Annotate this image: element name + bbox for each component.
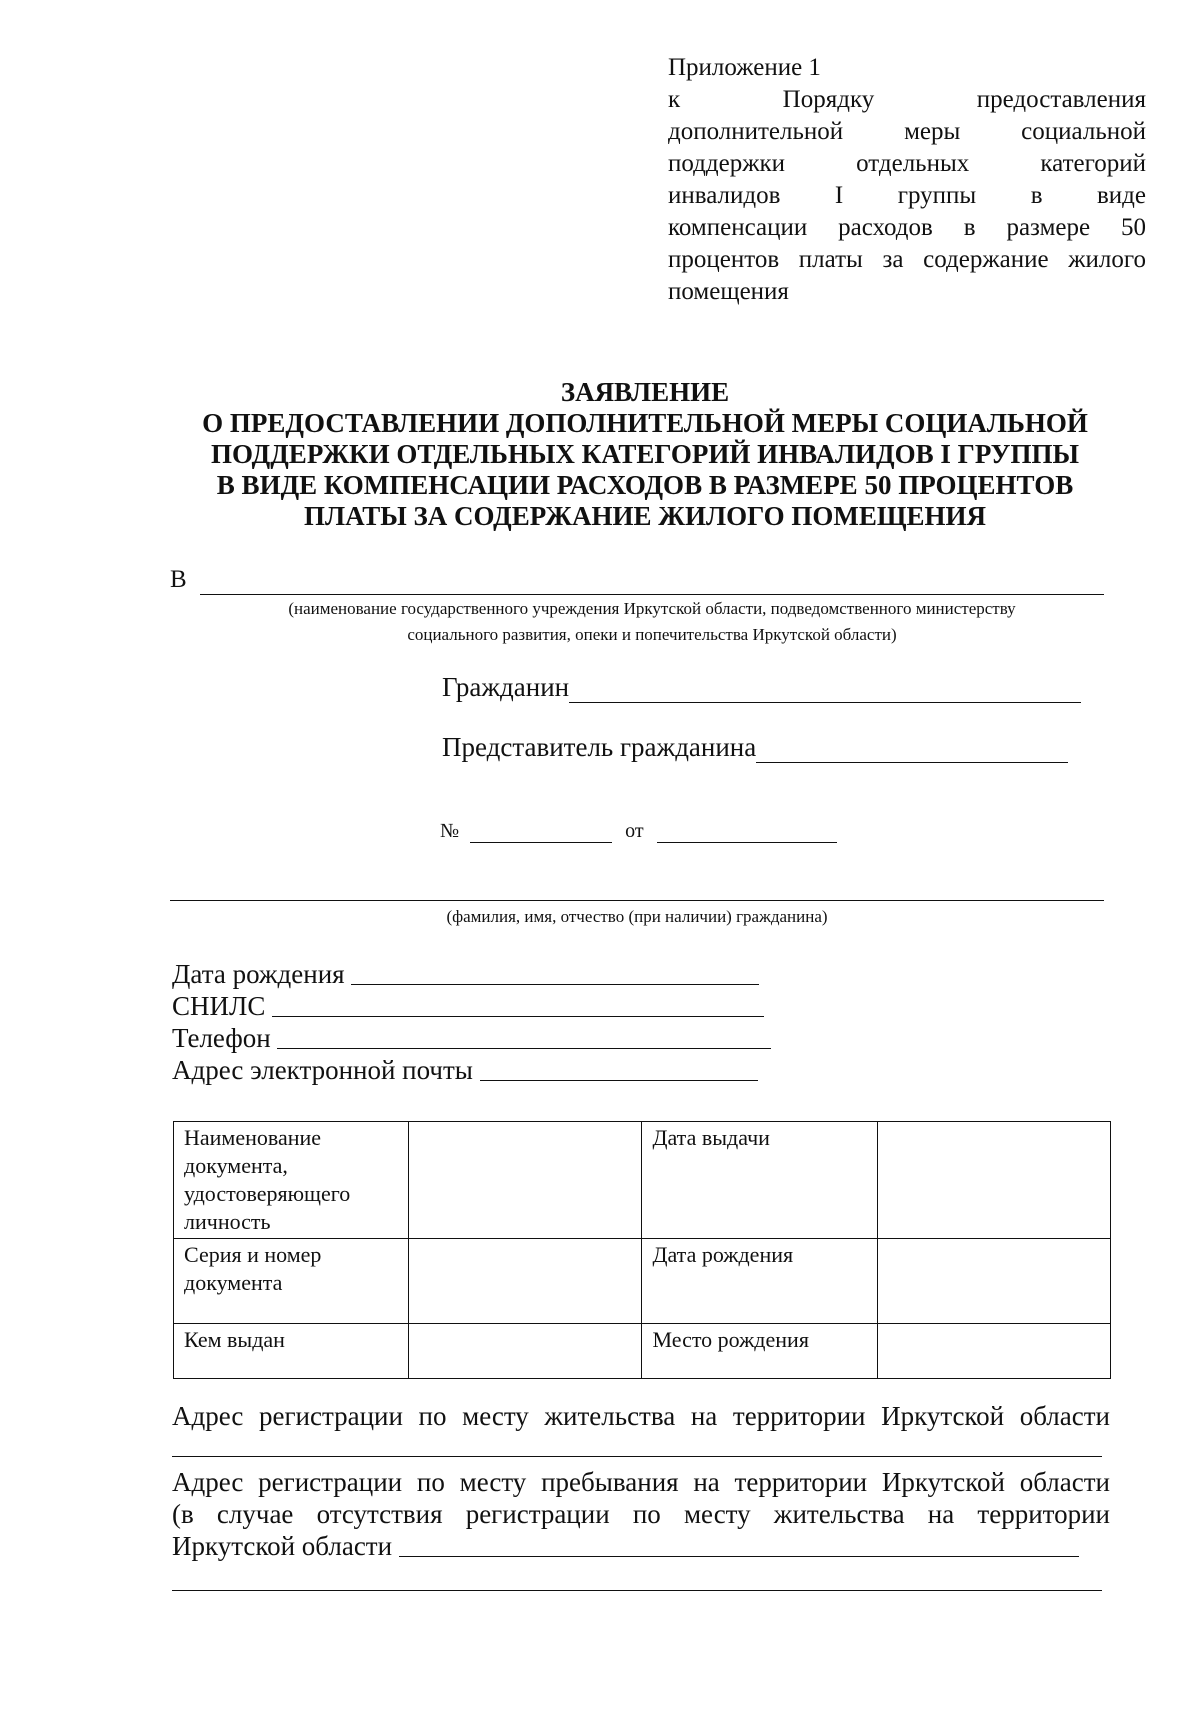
series-number-label: Серия и номер документа xyxy=(174,1239,409,1324)
snils-row xyxy=(172,990,771,1022)
stay-address-text: Адрес регистрации по месту пребывания на территории Иркутской области xyxy=(172,1467,1110,1497)
citizen-label: Гражданин xyxy=(442,672,570,702)
appendix-header xyxy=(668,52,1146,308)
table-row xyxy=(174,1122,1111,1239)
personal-data-block xyxy=(172,958,771,1086)
birth-date-field[interactable] xyxy=(351,958,759,985)
issue-date-label: Дата выдачи xyxy=(642,1122,877,1239)
addressee-hint xyxy=(200,596,1104,648)
doc-name-cell[interactable] xyxy=(409,1122,642,1239)
phone-label: Телефон xyxy=(172,1023,271,1053)
snils-field[interactable] xyxy=(272,990,764,1017)
series-number-cell[interactable] xyxy=(409,1239,642,1324)
registration-number-row xyxy=(440,820,837,843)
hint-line: социального развития, опеки и попечительства Иркутской области) xyxy=(407,625,897,644)
representative-label: Представитель гражданина xyxy=(442,732,757,762)
stay-address-text: Иркутской области xyxy=(172,1531,393,1561)
stay-address-block xyxy=(172,1466,1110,1562)
issue-date-cell[interactable] xyxy=(877,1122,1110,1239)
residence-address-label: Адрес регистрации по месту жительства на территории Иркутской области xyxy=(172,1401,1110,1431)
phone-field[interactable] xyxy=(277,1022,771,1049)
stay-address-field[interactable] xyxy=(399,1530,1079,1557)
identity-document-table xyxy=(173,1121,1111,1379)
stay-address-last-row xyxy=(172,1530,1110,1562)
doc-birth-date-cell[interactable] xyxy=(877,1239,1110,1324)
email-row xyxy=(172,1054,771,1086)
title-line: В ВИДЕ КОМПЕНСАЦИИ РАСХОДОВ В РАЗМЕРЕ 50 ПРОЦЕНТОВ xyxy=(216,470,1074,500)
document-title xyxy=(150,377,1140,532)
appendix-number: Приложение 1 xyxy=(668,54,821,81)
title-line: ПЛАТЫ ЗА СОДЕРЖАНИЕ ЖИЛОГО ПОМЕЩЕНИЯ xyxy=(304,501,986,531)
number-label: № xyxy=(440,820,460,842)
representative-field[interactable] xyxy=(756,734,1068,763)
date-field[interactable] xyxy=(657,820,837,843)
issued-by-cell[interactable] xyxy=(409,1324,642,1379)
stay-address-text: (в случае отсутствия регистрации по месту жительства на территории xyxy=(172,1499,1110,1529)
birth-place-cell[interactable] xyxy=(877,1324,1110,1379)
representative-row xyxy=(442,732,1068,763)
phone-row xyxy=(172,1022,771,1054)
residence-address-field[interactable] xyxy=(172,1456,1102,1457)
doc-birth-date-label: Дата рождения xyxy=(642,1239,877,1324)
birth-date-row xyxy=(172,958,771,990)
appendix-text-line: процентов платы за содержание жилого xyxy=(668,246,1146,273)
snils-label: СНИЛС xyxy=(172,991,266,1021)
appendix-text-line: дополнительной меры социальной xyxy=(668,118,1146,145)
issued-by-label: Кем выдан xyxy=(174,1324,409,1379)
appendix-text-line: помещения xyxy=(668,278,789,305)
appendix-text-line: инвалидов I группы в виде xyxy=(668,182,1146,209)
email-field[interactable] xyxy=(480,1054,758,1081)
doc-name-label: Наименование документа, удостоверяющего личность xyxy=(174,1122,409,1239)
number-field[interactable] xyxy=(470,820,612,843)
title-line: ПОДДЕРЖКИ ОТДЕЛЬНЫХ КАТЕГОРИЙ ИНВАЛИДОВ I ГРУППЫ xyxy=(211,439,1079,469)
title-line: О ПРЕДОСТАВЛЕНИИ ДОПОЛНИТЕЛЬНОЙ МЕРЫ СОЦИАЛЬНОЙ xyxy=(202,408,1088,438)
fio-hint: (фамилия, имя, отчество (при наличии) гражданина) xyxy=(446,907,828,926)
appendix-text-line: компенсации расходов в размере 50 xyxy=(668,214,1146,241)
hint-line: (наименование государственного учреждения Иркутской области, подведомственного министерству xyxy=(288,599,1016,618)
stay-address-field-extra[interactable] xyxy=(172,1590,1102,1591)
from-label: от xyxy=(625,820,644,842)
appendix-text-line: к Порядку предоставления xyxy=(668,86,1146,113)
addressee-field[interactable] xyxy=(200,594,1104,595)
birth-date-label: Дата рождения xyxy=(172,959,345,989)
citizen-field[interactable] xyxy=(569,674,1081,703)
appendix-text-line: поддержки отдельных категорий xyxy=(668,150,1146,177)
table-row xyxy=(174,1239,1111,1324)
addressee-prefix: В xyxy=(170,566,187,593)
fio-field[interactable] xyxy=(170,900,1104,901)
birth-place-label: Место рождения xyxy=(642,1324,877,1379)
email-label: Адрес электронной почты xyxy=(172,1055,473,1085)
citizen-row xyxy=(442,672,1081,703)
table-row xyxy=(174,1324,1111,1379)
title-line: ЗАЯВЛЕНИЕ xyxy=(560,377,730,407)
